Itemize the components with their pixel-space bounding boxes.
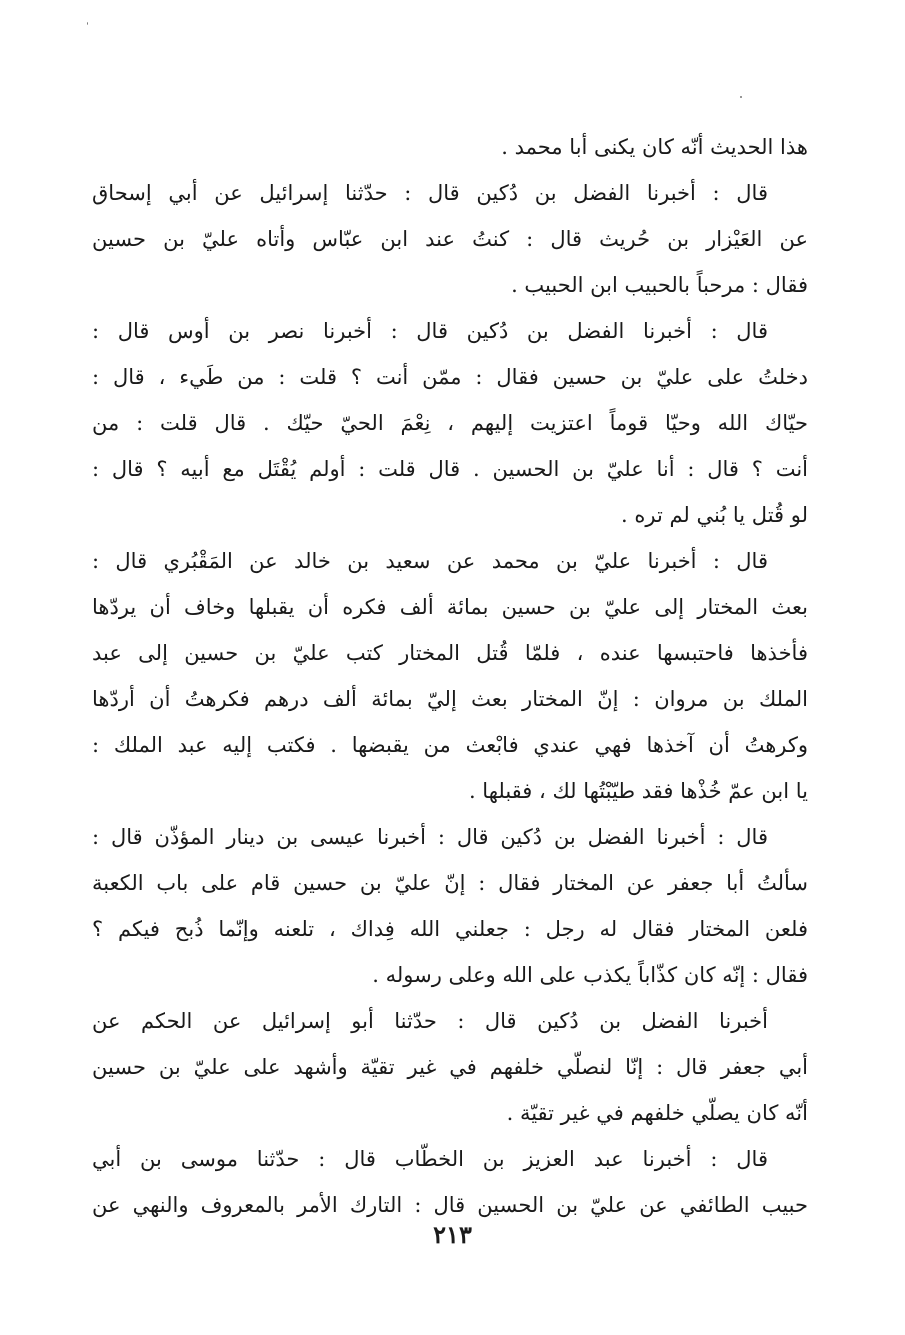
text-line: أنّه كان يصلّي خلفهم في غير تقيّة . [506,1101,808,1125]
text-line: بعث المختار إلى عليّ بن حسين بمائة ألف فكره أن يقبلها وخاف أن يردّها [92,595,808,619]
text-line: عن العَيْزار بن حُريث قال : كنتُ عند ابن عبّاس وأتاه عليّ بن حسين [92,227,808,251]
text-line: قال : أخبرنا الفضل بن دُكين قال : حدّثنا إسرائيل عن أبي إسحاق [92,181,768,205]
paper-speck [740,96,742,98]
text-line: حبيب الطائفي عن عليّ بن الحسين قال : التارك الأمر بالمعروف والنهي عن [92,1193,808,1217]
page-body [92,124,808,1228]
text-line: فأخذها فاحتبسها عنده ، فلمّا قُتل المختار كتب عليّ بن حسين إلى عبد [92,641,808,665]
text-line: فقال : إنّه كان كذّاباً يكذب على الله وعلى رسوله . [372,963,808,987]
text-line: أنت ؟ قال : أنا عليّ بن الحسين . قال قلت : أولم يُقْتَل مع أبيه ؟ قال : [92,457,808,481]
text-line: سألتُ أبا جعفر عن المختار فقال : إنّ عليّ بن حسين قام على باب الكعبة [92,871,808,895]
text-line: دخلتُ على عليّ بن حسين فقال : ممّن أنت ؟ قلت : من طَيء ، قال : [92,365,808,389]
text-line: الملك بن مروان : إنّ المختار بعث إليّ بمائة ألف درهم فكرهتُ أن أردّها [92,687,808,711]
text-line: لو قُتل يا بُني لم تره . [621,503,808,527]
text-line: قال : أخبرنا عبد العزيز بن الخطّاب قال : حدّثنا موسى بن أبي [92,1147,768,1171]
text-line: فقال : مرحباً بالحبيب ابن الحبيب . [511,273,808,297]
text-line: هذا الحديث أنّه كان يكنى أبا محمد . [501,135,808,159]
text-line: قال : أخبرنا الفضل بن دُكين قال : أخبرنا عيسى بن دينار المؤذّن قال : [92,825,768,849]
text-line: أخبرنا الفضل بن دُكين قال : حدّثنا أبو إسرائيل عن الحكم عن [92,1009,768,1033]
text-line: حيّاك الله وحيّا قوماً اعتزيت إليهم ، نِعْمَ الحيّ حيّك . قال قلت : من [92,411,808,435]
text-line: أبي جعفر قال : إنّا لنصلّي خلفهم في غير تقيّة وأشهد على عليّ بن حسين [92,1055,808,1079]
page-number: ٢١٣ [433,1220,472,1249]
paper-speck [87,22,88,25]
text-line: يا ابن عمّ خُذْها فقد طيّبْتُها لك ، فقبلها . [468,779,808,803]
text-line: فلعن المختار فقال له رجل : جعلني الله فِداك ، تلعنه وإنّما ذُبح فيكم ؟ [92,917,808,941]
text-line: قال : أخبرنا الفضل بن دُكين قال : أخبرنا نصر بن أوس قال : [92,319,768,343]
text-line: قال : أخبرنا عليّ بن محمد عن سعيد بن خالد عن المَقْبُري قال : [92,549,768,573]
text-line: وكرهتُ أن آخذها فهي عندي فابْعث من يقبضها . فكتب إليه عبد الملك : [92,733,808,757]
